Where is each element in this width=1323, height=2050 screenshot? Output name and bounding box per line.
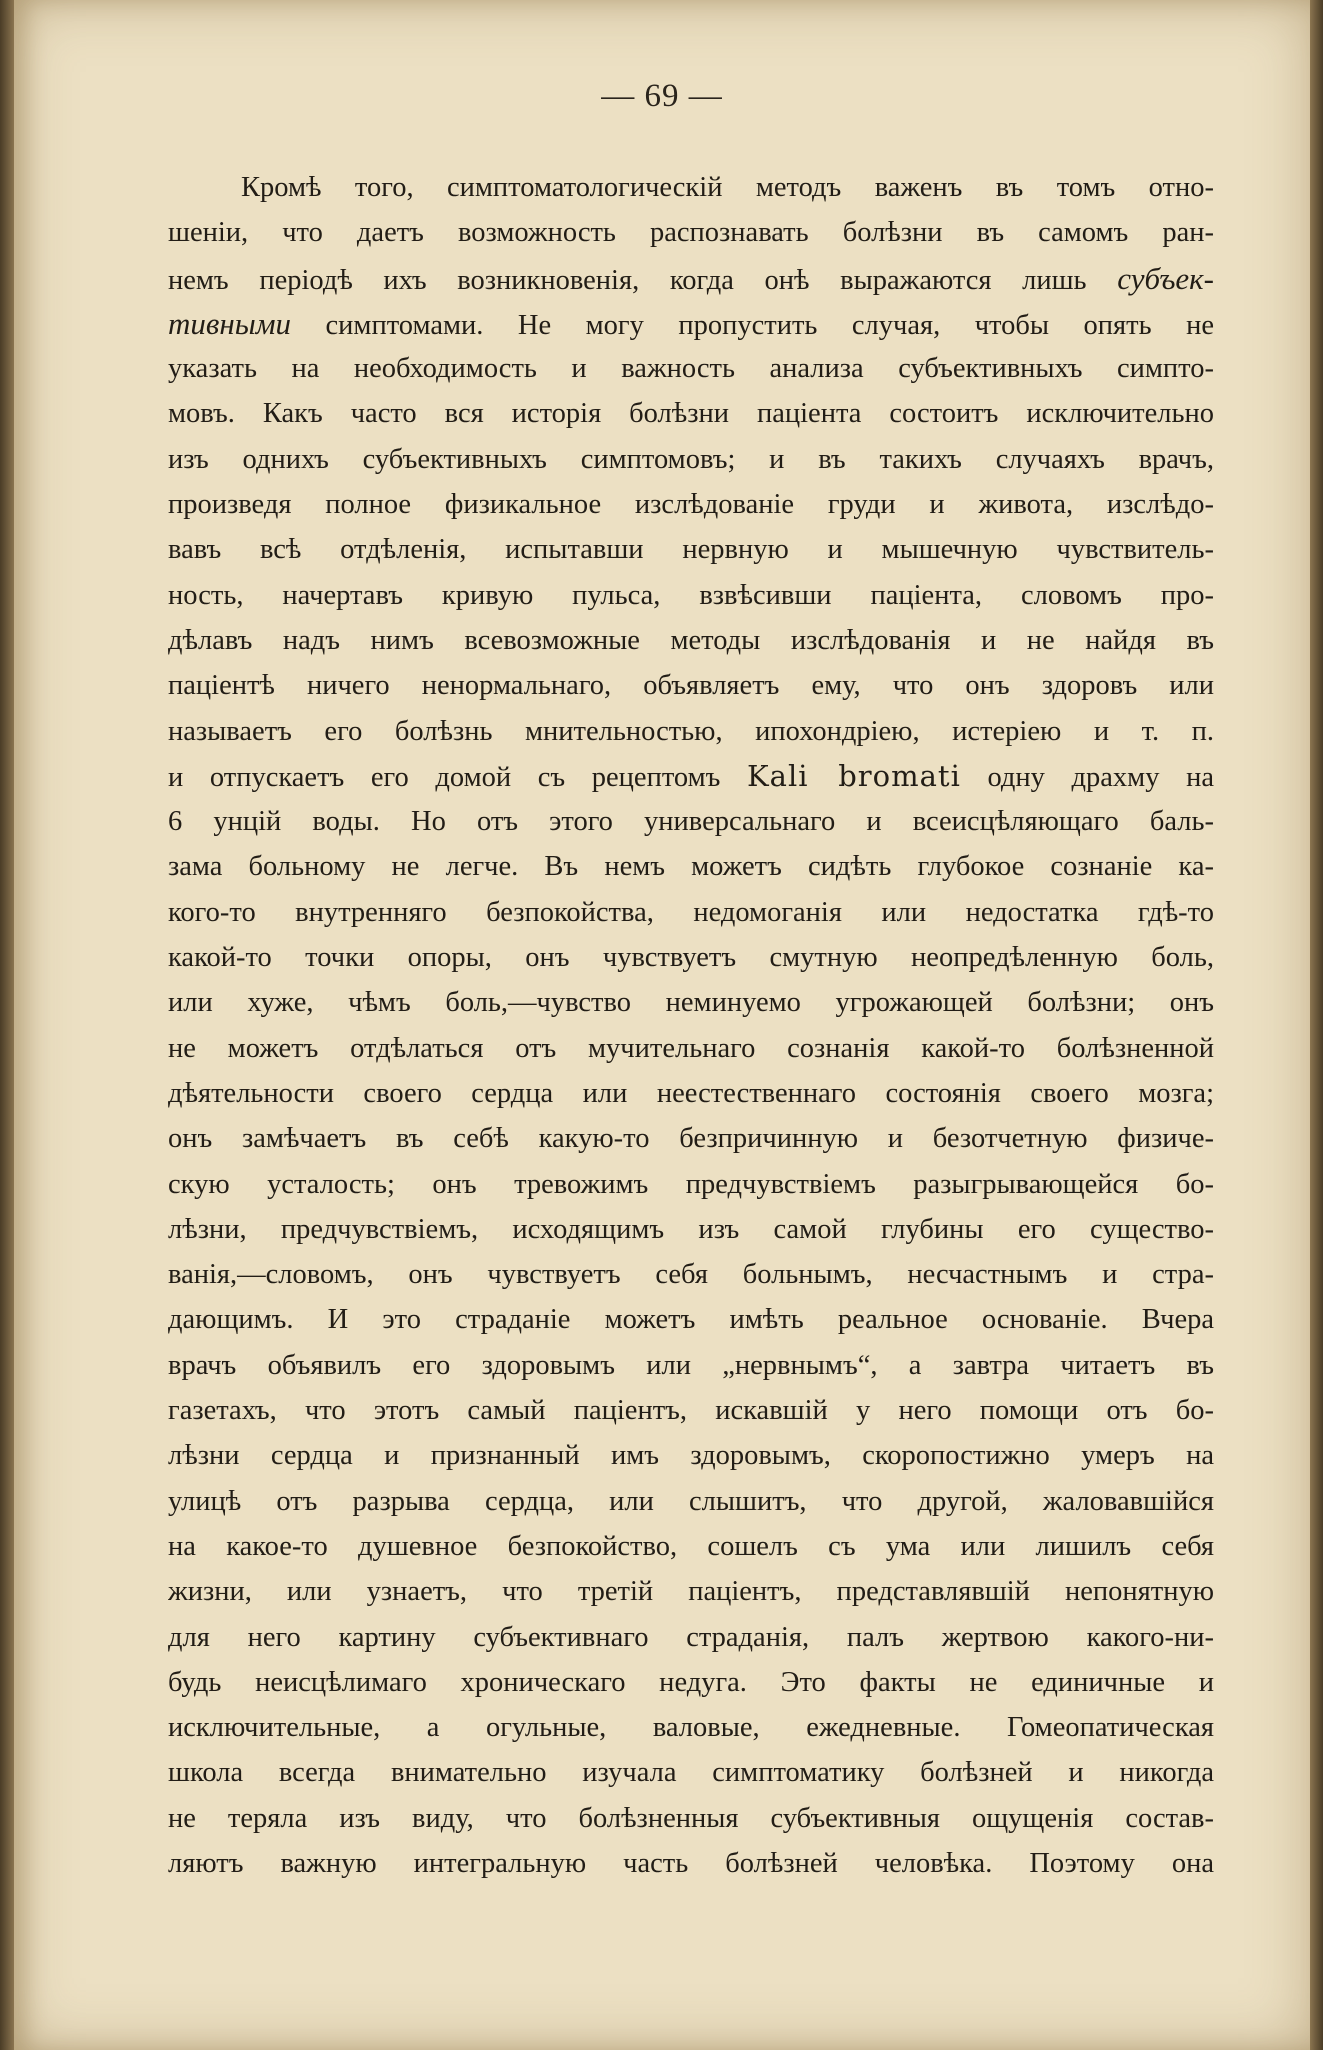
text-line: дѣятельности своего сердца или неестественнаго состоянія своего мозга;: [168, 1077, 1214, 1109]
text-line: школа всегда внимательно изучала симптоматику болѣзней и никогда: [168, 1757, 1214, 1789]
text-line: улицѣ отъ разрыва сердца, или слышитъ, что другой, жаловавшійся: [168, 1485, 1214, 1517]
text-line: на какое-то душевное безпокойство, сошелъ съ ума или лишилъ себя: [168, 1530, 1214, 1562]
emphasis: тивными: [168, 305, 292, 341]
text-line: врачъ объявилъ его здоровымъ или „нервнымъ“, а завтра читаетъ въ: [168, 1349, 1214, 1381]
text-line: называетъ его болѣзнь мнительностью, ипохондріею, истеріею и т. п.: [168, 715, 1214, 747]
text-line: или хуже, чѣмъ боль,—чувство неминуемо угрожающей болѣзни; онъ: [168, 987, 1214, 1019]
book-page: [14, 0, 1310, 2050]
text-line: исключительные, а огульные, валовые, ежедневные. Гомеопатическая: [168, 1712, 1214, 1744]
text-line: шеніи, что даетъ возможность распознавать болѣзни въ самомъ ран-: [168, 217, 1214, 249]
text-line: тивными симптомами. Не могу пропустить случая, чтобы опять не: [168, 305, 1214, 341]
text-line: Кромѣ того, симптоматологическій методъ важенъ въ томъ отно-: [241, 172, 1214, 203]
text-line: ванія,—словомъ, онъ чувствуетъ себя больнымъ, несчастнымъ и стра-: [168, 1259, 1214, 1291]
text-line: какой-то точки опоры, онъ чувствуетъ смутную неопредѣленную боль,: [168, 942, 1214, 974]
text-line: зама больному не легче. Въ немъ можетъ сидѣть глубокое сознаніе ка-: [168, 851, 1214, 883]
latin-term: Kali bromati: [747, 758, 961, 793]
text-line: лѣзни, предчувствіемъ, исходящимъ изъ самой глубины его существо-: [168, 1213, 1214, 1245]
text-line: лѣзни сердца и признанный имъ здоровымъ, скоропостижно умеръ на: [168, 1440, 1214, 1472]
text-line: ность, начертавъ кривую пульса, взвѣсивши паціента, словомъ про-: [168, 579, 1214, 611]
text-line: дѣлавъ надъ нимъ всевозможные методы изслѣдованія и не найдя въ: [168, 624, 1214, 656]
text-line: немъ періодѣ ихъ возникновенія, когда онѣ выражаются лишь субъек-: [168, 260, 1214, 296]
text-line: скую усталость; онъ тревожимъ предчувствіемъ разыгрывающейся бо-: [168, 1168, 1214, 1200]
text-line: вавъ всѣ отдѣленія, испытавши нервную и мышечную чувствитель-: [168, 534, 1214, 566]
body-text: [168, 165, 1214, 1886]
text-line: будь неисцѣлимаго хроническаго недуга. Это факты не единичные и: [168, 1666, 1214, 1698]
page-edge-left: [0, 0, 14, 2050]
page-edge-right: [1310, 0, 1323, 2050]
page-number: — 69 —: [601, 78, 723, 114]
text-line: указать на необходимость и важность анализа субъективныхъ симпто-: [168, 353, 1214, 385]
text-line: 6 унцій воды. Но отъ этого универсальнаго и всеисцѣляющаго баль-: [168, 806, 1214, 838]
text-line: дающимъ. И это страданіе можетъ имѣть реальное основаніе. Вчера: [168, 1304, 1214, 1336]
text-line: кого-то внутренняго безпокойства, недомоганія или недостатка гдѣ-то: [168, 896, 1214, 928]
text-line: жизни, или узнаетъ, что третій паціентъ, представлявшій непонятную: [168, 1576, 1214, 1608]
text-line: произведя полное физикальное изслѣдованіе груди и живота, изслѣдо-: [168, 489, 1214, 521]
text-line: онъ замѣчаетъ въ себѣ какую-то безпричинную и безотчетную физиче-: [168, 1123, 1214, 1155]
text-line: и отпускаетъ его домой съ рецептомъ Kali bromati одну драхму на: [168, 758, 1214, 793]
text-line: для него картину субъективнаго страданія, палъ жертвою какого-ни-: [168, 1621, 1214, 1653]
text-line: ляютъ важную интегральную часть болѣзней человѣка. Поэтому она: [168, 1847, 1214, 1879]
text-line: не теряла изъ виду, что болѣзненныя субъективныя ощущенія состав-: [168, 1802, 1214, 1834]
text-line: газетахъ, что этотъ самый паціентъ, искавшій у него помощи отъ бо-: [168, 1395, 1214, 1427]
emphasis: субъек-: [1117, 260, 1214, 296]
text-line: не можетъ отдѣлаться отъ мучительнаго сознанія какой-то болѣзненной: [168, 1032, 1214, 1064]
text-line: изъ однихъ субъективныхъ симптомовъ; и въ такихъ случаяхъ врачъ,: [168, 443, 1214, 475]
text-line: мовъ. Какъ часто вся исторія болѣзни паціента состоитъ исключительно: [168, 398, 1214, 430]
text-line: паціентѣ ничего ненормальнаго, объявляетъ ему, что онъ здоровъ или: [168, 670, 1214, 702]
